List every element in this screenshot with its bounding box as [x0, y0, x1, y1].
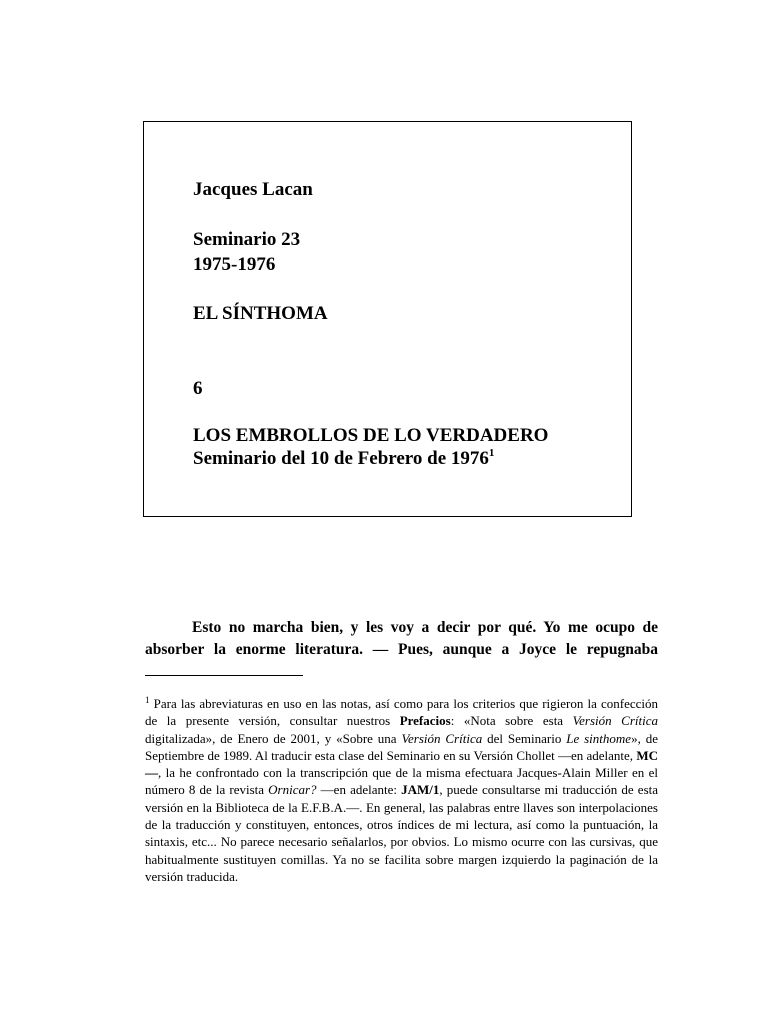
title-box	[143, 121, 632, 517]
class-date-text: Seminario del 10 de Febrero de 1976	[193, 448, 489, 469]
footnote-reference[interactable]: 1	[488, 447, 495, 459]
class-title: LOS EMBROLLOS DE LO VERDADERO	[193, 425, 549, 446]
footnote-segment: del Seminario	[482, 730, 567, 746]
footnote-segment: : «Nota sobre esta	[450, 713, 573, 729]
seminar-number: Seminario 23	[193, 229, 301, 250]
footnote-segment: Ornicar?	[268, 782, 317, 798]
footnote-segment: Para las abreviaturas en uso en las notas, así como para los criterios que rigieron la confección de la presente versión, consultar nuestros	[145, 696, 658, 729]
footnote-segment: Versión Crítica	[401, 730, 483, 746]
author-name: Jacques Lacan	[193, 179, 313, 200]
seminar-title: EL SÍNTHOMA	[193, 303, 328, 324]
class-date	[193, 448, 494, 470]
seminar-years: 1975-1976	[193, 254, 276, 275]
footnote-segment: —en adelante:	[316, 782, 402, 798]
footnote-segment: , puede consultarse mi traducción de esta versión en la Biblioteca de la E.F.B.A.—. En general, las palabras entre llaves son interpolaciones de la traducción y constituyen, entonces, otros índices de mi lectura, así como la puntuación, la sintaxis, etc... No parece necesario señalarlos, por obvios. Lo mismo ocurre con las cursivas, que habitualmente sustituyen comillas. Ya no se facilita sobre margen izquierdo la paginación de la versión traducida.	[145, 782, 659, 884]
footnote-segment: , la he confrontado con la transcripción que de la misma efectuara Jacques-Alain Miller en el número 8 de la revista	[145, 765, 658, 798]
class-number: 6	[193, 378, 203, 399]
footnote-segment: Prefacios	[399, 713, 451, 729]
footnote-marker: 1	[145, 695, 150, 705]
footnote-segment: Le sinthome	[566, 730, 632, 746]
footnote-separator	[145, 675, 303, 676]
footnote-segment: », de Septiembre de 1989. Al traducir esta clase del Seminario en su Versión Chollet —en adelante,	[145, 730, 658, 763]
footnote-segment: JAM/1	[401, 782, 440, 798]
footnote-segment: digitalizada», de Enero de 2001, y «Sobre una	[145, 730, 402, 746]
footnote-segment: MC—	[145, 747, 658, 781]
body-paragraph: Esto no marcha bien, y les voy a decir por qué. Yo me ocupo de absorber la enorme literatura. — Pues, aunque a Joyce le repugnaba	[145, 619, 658, 658]
footnote-segment: Versión Crítica	[572, 713, 658, 729]
footnote-text	[145, 696, 658, 884]
footnote-1	[145, 695, 658, 885]
